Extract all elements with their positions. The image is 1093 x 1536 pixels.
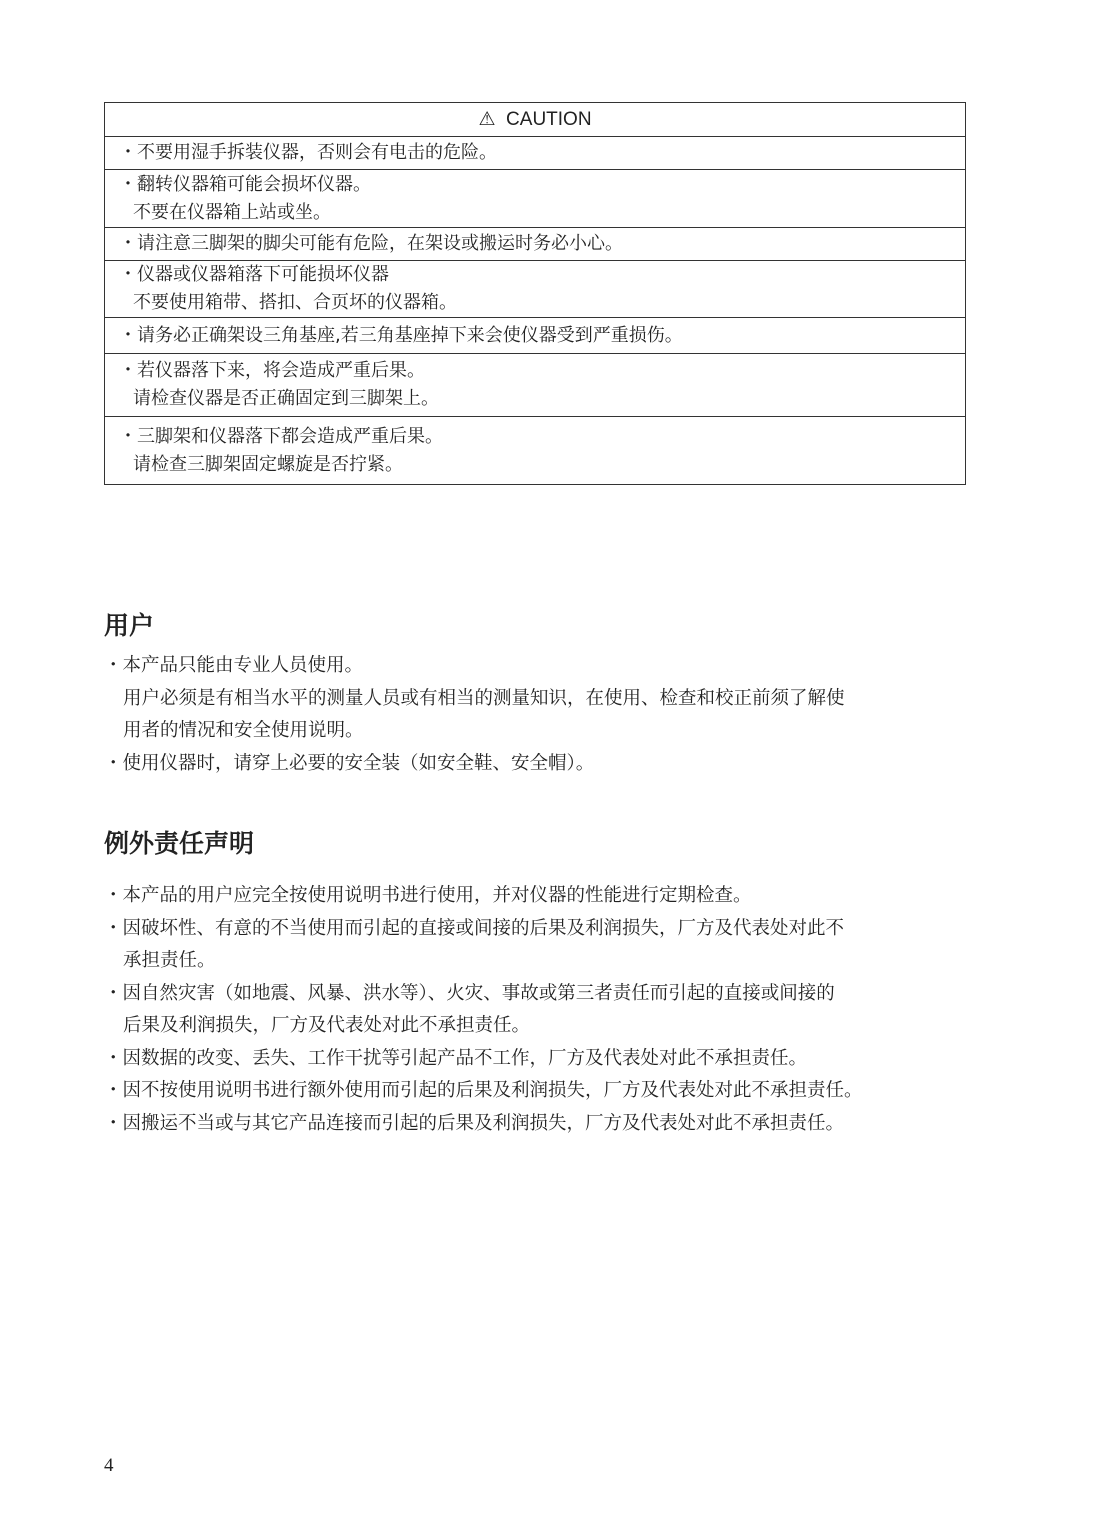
- caution-cell: [105, 261, 966, 318]
- list-item: [104, 748, 964, 781]
- caution-row: [105, 228, 966, 261]
- caution-line: 请检查三脚架固定螺旋是否拧紧。: [133, 453, 403, 475]
- caution-line: 请检查仪器是否正确固定到三脚架上。: [133, 388, 439, 409]
- caution-line: 不要使用箱带、搭扣、合页坏的仪器箱。: [133, 292, 457, 313]
- caution-cell: [105, 417, 966, 485]
- list-item: [104, 1075, 964, 1108]
- users-section: [104, 608, 964, 780]
- list-item-line: ・使用仪器时，请穿上必要的安全装（如安全鞋、安全帽）。: [104, 752, 595, 774]
- caution-line: ・不要用湿手拆装仪器，否则会有电击的危险。: [119, 142, 497, 163]
- list-item-line: 用者的情况和安全使用说明。: [123, 720, 364, 741]
- list-item-line: 后果及利润损失，厂方及代表处对此不承担责任。: [123, 1015, 531, 1036]
- caution-line: ・若仪器落下来，将会造成严重后果。: [119, 360, 425, 381]
- caution-title: CAUTION: [506, 109, 592, 130]
- list-item: [104, 880, 964, 913]
- list-item-line: ・因搬运不当或与其它产品连接而引起的后果及利润损失，厂方及代表处对此不承担责任。: [104, 1112, 845, 1134]
- caution-cell: [105, 137, 966, 170]
- disclaimer-list: [104, 880, 964, 1140]
- caution-cell: [105, 318, 966, 354]
- caution-header-row: [105, 103, 966, 137]
- caution-header: [105, 103, 966, 137]
- caution-line: 不要在仪器箱上站或坐。: [133, 201, 331, 223]
- list-item: [104, 650, 964, 748]
- caution-cell: [105, 228, 966, 261]
- caution-table: [104, 102, 966, 485]
- caution-line: ・请注意三脚架的脚尖可能有危险，在架设或搬运时务必小心。: [119, 233, 623, 254]
- list-item: [104, 1108, 964, 1141]
- users-heading: 用户: [104, 611, 155, 640]
- list-item-line: ・因自然灾害（如地震、风暴、洪水等）、火灾、事故或第三者责任而引起的直接或间接的: [104, 982, 835, 1004]
- caution-line: ・请务必正确架设三角基座,若三角基座掉下来会使仪器受到严重损伤。: [119, 324, 683, 346]
- disclaimer-section: [104, 826, 964, 1140]
- caution-line: ・仪器或仪器箱落下可能损坏仪器: [119, 264, 389, 285]
- list-item-line: ・因数据的改变、丢失、工作干扰等引起产品不工作，厂方及代表处对此不承担责任。: [104, 1047, 808, 1069]
- warning-triangle-icon: ⚠: [478, 109, 496, 130]
- caution-line: ・三脚架和仪器落下都会造成严重后果。: [119, 425, 443, 447]
- caution-row: [105, 137, 966, 170]
- users-list: [104, 650, 964, 780]
- caution-row: [105, 261, 966, 318]
- list-item-line: ・本产品的用户应完全按使用说明书进行使用，并对仪器的性能进行定期检查。: [104, 885, 752, 906]
- caution-cell: [105, 170, 966, 228]
- caution-row: [105, 417, 966, 485]
- list-item-line: 用户必须是有相当水平的测量人员或有相当的测量知识，在使用、检查和校正前须了解使: [123, 687, 845, 709]
- list-item: [104, 1043, 964, 1076]
- caution-row: [105, 318, 966, 354]
- list-item: [104, 978, 964, 1043]
- caution-cell: [105, 354, 966, 417]
- list-item-line: 承担责任。: [123, 950, 216, 971]
- list-item: [104, 913, 964, 978]
- page-number: 4: [104, 1455, 114, 1476]
- disclaimer-heading: 例外责任声明: [104, 829, 255, 858]
- list-item-line: ・因不按使用说明书进行额外使用而引起的后果及利润损失，厂方及代表处对此不承担责任。: [104, 1080, 863, 1101]
- list-item-line: ・本产品只能由专业人员使用。: [104, 655, 364, 676]
- caution-line: ・翻转仪器箱可能会损坏仪器。: [119, 173, 371, 195]
- list-item-line: ・因破坏性、有意的不当使用而引起的直接或间接的后果及利润损失，厂方及代表处对此不: [104, 917, 845, 939]
- caution-row: [105, 354, 966, 417]
- caution-row: [105, 170, 966, 228]
